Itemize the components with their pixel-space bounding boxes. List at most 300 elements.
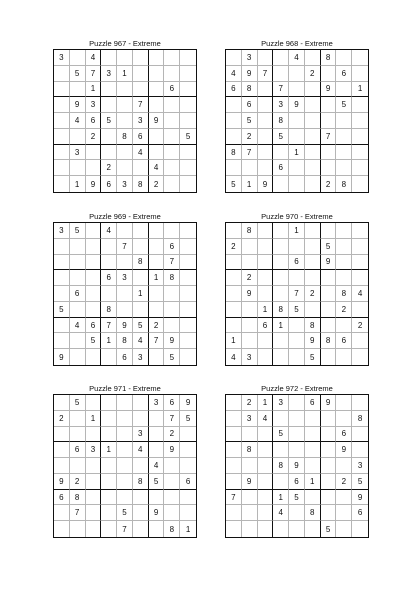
sudoku-cell: 9 [258, 176, 274, 192]
sudoku-cell [336, 411, 352, 427]
sudoku-cell [54, 66, 70, 82]
puzzle-title: Puzzle 970 - Extreme [261, 212, 333, 221]
sudoku-cell: 9 [305, 333, 321, 349]
sudoku-cell [54, 286, 70, 302]
sudoku-cell [242, 160, 258, 176]
sudoku-cell [305, 82, 321, 98]
sudoku-cell [101, 50, 117, 66]
sudoku-cell [86, 349, 102, 365]
sudoku-cell [321, 160, 337, 176]
sudoku-cell: 3 [242, 349, 258, 365]
sudoku-cell [321, 318, 337, 334]
sudoku-cell: 1 [149, 270, 165, 286]
sudoku-cell [289, 349, 305, 365]
sudoku-cell [289, 333, 305, 349]
sudoku-cell [226, 97, 242, 113]
sudoku-cell [133, 395, 149, 411]
sudoku-cell: 6 [101, 176, 117, 192]
sudoku-cell [305, 239, 321, 255]
sudoku-cell: 7 [226, 490, 242, 506]
sudoku-cell: 9 [242, 286, 258, 302]
sudoku-cell: 9 [149, 113, 165, 129]
sudoku-cell: 1 [352, 82, 368, 98]
puzzle-title: Puzzle 968 - Extreme [261, 39, 333, 48]
sudoku-cell: 2 [86, 129, 102, 145]
sudoku-cell: 7 [164, 255, 180, 271]
sudoku-cell [258, 50, 274, 66]
sudoku-cell [336, 255, 352, 271]
puzzle-title: Puzzle 972 - Extreme [261, 384, 333, 393]
sudoku-cell: 8 [242, 442, 258, 458]
sudoku-cell [180, 66, 196, 82]
sudoku-cell [70, 82, 86, 98]
sudoku-cell [273, 286, 289, 302]
sudoku-cell [70, 160, 86, 176]
sudoku-cell [336, 395, 352, 411]
sudoku-cell [70, 458, 86, 474]
sudoku-cell [258, 333, 274, 349]
sudoku-cell [164, 474, 180, 490]
sudoku-cell [149, 129, 165, 145]
sudoku-cell [149, 50, 165, 66]
sudoku-cell: 4 [86, 50, 102, 66]
sudoku-cell: 7 [149, 333, 165, 349]
sudoku-cell [321, 442, 337, 458]
sudoku-cell [164, 223, 180, 239]
puzzle-title: Puzzle 969 - Extreme [89, 212, 161, 221]
sudoku-cell [258, 474, 274, 490]
sudoku-cell: 2 [149, 176, 165, 192]
sudoku-cell [273, 50, 289, 66]
sudoku-cell [352, 176, 368, 192]
sudoku-cell [273, 270, 289, 286]
sudoku-cell: 8 [273, 458, 289, 474]
sudoku-cell [54, 333, 70, 349]
sudoku-cell [101, 129, 117, 145]
sudoku-puzzle [53, 38, 197, 193]
sudoku-cell: 3 [133, 349, 149, 365]
sudoku-cell [180, 239, 196, 255]
sudoku-cell [117, 490, 133, 506]
sudoku-cell [133, 490, 149, 506]
sudoku-cell [180, 505, 196, 521]
sudoku-cell [321, 286, 337, 302]
sudoku-cell [101, 82, 117, 98]
sudoku-cell: 4 [133, 145, 149, 161]
sudoku-cell [86, 395, 102, 411]
sudoku-grid [225, 222, 369, 366]
sudoku-cell [149, 66, 165, 82]
sudoku-cell: 6 [101, 270, 117, 286]
sudoku-cell: 9 [180, 395, 196, 411]
sudoku-grid [225, 394, 369, 538]
sudoku-cell: 7 [117, 521, 133, 537]
sudoku-cell [258, 427, 274, 443]
sudoku-cell: 8 [336, 286, 352, 302]
sudoku-cell [321, 411, 337, 427]
sudoku-cell [101, 255, 117, 271]
sudoku-cell: 8 [164, 270, 180, 286]
sudoku-cell: 1 [289, 223, 305, 239]
sudoku-cell: 1 [86, 411, 102, 427]
sudoku-cell: 2 [242, 129, 258, 145]
sudoku-cell [289, 82, 305, 98]
sudoku-cell [54, 395, 70, 411]
sudoku-cell [117, 395, 133, 411]
sudoku-cell [352, 270, 368, 286]
sudoku-cell [54, 82, 70, 98]
sudoku-cell: 5 [164, 349, 180, 365]
sudoku-cell [289, 270, 305, 286]
sudoku-cell [305, 521, 321, 537]
sudoku-cell [117, 255, 133, 271]
sudoku-cell: 1 [226, 333, 242, 349]
sudoku-cell [352, 113, 368, 129]
sudoku-cell: 2 [226, 239, 242, 255]
sudoku-cell: 5 [321, 239, 337, 255]
sudoku-cell [226, 286, 242, 302]
sudoku-cell: 5 [305, 349, 321, 365]
sudoku-cell [321, 97, 337, 113]
sudoku-cell: 6 [352, 505, 368, 521]
sudoku-cell [305, 50, 321, 66]
sudoku-cell [149, 302, 165, 318]
sudoku-cell: 8 [321, 50, 337, 66]
sudoku-cell: 8 [352, 411, 368, 427]
sudoku-cell: 4 [352, 286, 368, 302]
sudoku-cell [180, 302, 196, 318]
sudoku-cell [117, 458, 133, 474]
sudoku-cell: 6 [70, 442, 86, 458]
sudoku-cell [101, 239, 117, 255]
sudoku-cell [336, 521, 352, 537]
sudoku-cell: 9 [242, 66, 258, 82]
sudoku-cell [273, 333, 289, 349]
sudoku-cell [101, 458, 117, 474]
sudoku-cell [180, 223, 196, 239]
sudoku-cell: 3 [117, 270, 133, 286]
sudoku-cell [289, 66, 305, 82]
sudoku-cell [258, 160, 274, 176]
sudoku-cell [70, 129, 86, 145]
sudoku-cell [133, 458, 149, 474]
sudoku-cell: 5 [117, 505, 133, 521]
sudoku-cell [289, 318, 305, 334]
sudoku-cell: 1 [273, 490, 289, 506]
sudoku-cell [133, 50, 149, 66]
sudoku-cell [101, 286, 117, 302]
sudoku-cell: 4 [70, 318, 86, 334]
sudoku-cell [321, 302, 337, 318]
sudoku-cell [352, 223, 368, 239]
sudoku-cell [336, 160, 352, 176]
sudoku-cell [242, 318, 258, 334]
sudoku-cell [164, 160, 180, 176]
sudoku-cell [54, 113, 70, 129]
sudoku-cell: 4 [273, 505, 289, 521]
sudoku-cell [289, 160, 305, 176]
sudoku-cell [70, 411, 86, 427]
sudoku-cell [54, 255, 70, 271]
sudoku-cell [70, 270, 86, 286]
sudoku-cell [117, 223, 133, 239]
sudoku-cell: 6 [273, 160, 289, 176]
sudoku-cell [149, 97, 165, 113]
sudoku-cell [86, 458, 102, 474]
sudoku-cell [336, 458, 352, 474]
sudoku-cell [258, 113, 274, 129]
sudoku-cell [149, 82, 165, 98]
sudoku-cell [226, 395, 242, 411]
sudoku-cell [180, 270, 196, 286]
sudoku-cell [54, 270, 70, 286]
sudoku-cell [70, 427, 86, 443]
sudoku-cell [101, 474, 117, 490]
sudoku-cell [352, 333, 368, 349]
sudoku-cell: 3 [54, 50, 70, 66]
sudoku-cell: 9 [321, 82, 337, 98]
sudoku-cell: 8 [305, 318, 321, 334]
sudoku-cell: 2 [305, 286, 321, 302]
sudoku-cell [321, 349, 337, 365]
sudoku-cell [258, 145, 274, 161]
sudoku-cell [226, 270, 242, 286]
sudoku-cell [101, 411, 117, 427]
sudoku-cell [273, 474, 289, 490]
sudoku-cell: 3 [242, 50, 258, 66]
sudoku-cell [101, 521, 117, 537]
sudoku-cell [258, 223, 274, 239]
sudoku-cell: 5 [180, 129, 196, 145]
sudoku-cell [273, 411, 289, 427]
sudoku-cell [149, 286, 165, 302]
sudoku-cell [258, 442, 274, 458]
sudoku-cell [242, 239, 258, 255]
sudoku-cell [164, 129, 180, 145]
sudoku-cell: 1 [101, 442, 117, 458]
sudoku-cell: 7 [258, 66, 274, 82]
sudoku-cell [54, 427, 70, 443]
sudoku-cell [117, 97, 133, 113]
sudoku-cell [321, 270, 337, 286]
sudoku-cell [242, 427, 258, 443]
sudoku-cell [258, 82, 274, 98]
sudoku-cell: 5 [289, 490, 305, 506]
sudoku-cell: 6 [258, 318, 274, 334]
sudoku-cell [352, 97, 368, 113]
sudoku-cell: 5 [242, 113, 258, 129]
sudoku-cell [101, 427, 117, 443]
sudoku-cell [86, 160, 102, 176]
sudoku-cell: 5 [180, 411, 196, 427]
sudoku-cell [273, 521, 289, 537]
sudoku-cell [164, 97, 180, 113]
sudoku-cell: 9 [70, 97, 86, 113]
sudoku-cell [352, 66, 368, 82]
sudoku-cell [149, 521, 165, 537]
sudoku-cell [305, 160, 321, 176]
sudoku-cell: 3 [133, 113, 149, 129]
sudoku-cell [321, 113, 337, 129]
sudoku-cell: 8 [305, 505, 321, 521]
sudoku-cell [273, 66, 289, 82]
sudoku-cell [133, 223, 149, 239]
sudoku-cell [226, 458, 242, 474]
sudoku-cell: 9 [54, 349, 70, 365]
sudoku-cell [86, 255, 102, 271]
sudoku-cell [149, 255, 165, 271]
sudoku-cell: 6 [305, 395, 321, 411]
sudoku-cell: 1 [101, 333, 117, 349]
sudoku-cell [305, 176, 321, 192]
sudoku-cell [226, 302, 242, 318]
sudoku-cell [226, 113, 242, 129]
sudoku-cell: 7 [321, 129, 337, 145]
sudoku-cell [336, 239, 352, 255]
sudoku-cell [164, 318, 180, 334]
sudoku-cell: 4 [149, 458, 165, 474]
sudoku-cell [289, 521, 305, 537]
sudoku-cell [305, 427, 321, 443]
sudoku-cell [336, 270, 352, 286]
sudoku-cell [305, 113, 321, 129]
sudoku-cell: 3 [86, 442, 102, 458]
sudoku-cell [258, 129, 274, 145]
sudoku-cell [305, 458, 321, 474]
sudoku-cell [273, 255, 289, 271]
sudoku-cell [117, 113, 133, 129]
sudoku-cell [305, 270, 321, 286]
sudoku-grid [53, 49, 197, 193]
sudoku-cell [289, 411, 305, 427]
sudoku-cell [289, 427, 305, 443]
sudoku-cell [226, 521, 242, 537]
sudoku-cell [164, 113, 180, 129]
sudoku-cell [352, 160, 368, 176]
sudoku-cell: 3 [133, 427, 149, 443]
sudoku-cell: 4 [70, 113, 86, 129]
sudoku-cell [164, 302, 180, 318]
sudoku-cell [180, 145, 196, 161]
sudoku-cell: 9 [352, 490, 368, 506]
sudoku-cell: 3 [273, 97, 289, 113]
sudoku-cell [86, 286, 102, 302]
sudoku-cell [352, 302, 368, 318]
sudoku-cell [133, 82, 149, 98]
sudoku-cell [336, 145, 352, 161]
sudoku-cell [180, 255, 196, 271]
sudoku-cell [226, 160, 242, 176]
sudoku-cell: 1 [117, 66, 133, 82]
sudoku-cell: 4 [258, 411, 274, 427]
sudoku-cell [305, 490, 321, 506]
sudoku-cell [273, 223, 289, 239]
sudoku-cell: 6 [180, 474, 196, 490]
sudoku-cell: 8 [133, 176, 149, 192]
sudoku-cell: 5 [70, 223, 86, 239]
sudoku-cell: 7 [101, 318, 117, 334]
sudoku-cell: 6 [54, 490, 70, 506]
sudoku-puzzle [53, 383, 197, 538]
sudoku-cell: 8 [321, 333, 337, 349]
sudoku-cell [86, 490, 102, 506]
sudoku-cell [86, 239, 102, 255]
sudoku-cell: 2 [242, 270, 258, 286]
sudoku-cell [180, 286, 196, 302]
sudoku-cell [289, 239, 305, 255]
puzzle-title: Puzzle 967 - Extreme [89, 39, 161, 48]
sudoku-cell [226, 255, 242, 271]
sudoku-cell: 4 [133, 333, 149, 349]
sudoku-cell: 6 [164, 239, 180, 255]
sudoku-cell: 6 [70, 286, 86, 302]
sudoku-cell: 9 [242, 474, 258, 490]
sudoku-cell [305, 442, 321, 458]
sudoku-cell [242, 505, 258, 521]
sudoku-cell: 2 [336, 474, 352, 490]
sudoku-cell [133, 411, 149, 427]
sudoku-cell: 7 [289, 286, 305, 302]
sudoku-cell: 5 [149, 474, 165, 490]
sudoku-cell [352, 349, 368, 365]
sudoku-cell: 9 [149, 505, 165, 521]
sudoku-cell: 6 [117, 349, 133, 365]
sudoku-cell [321, 505, 337, 521]
sudoku-cell [54, 442, 70, 458]
sudoku-cell [180, 160, 196, 176]
sudoku-cell: 3 [54, 223, 70, 239]
sudoku-cell: 5 [321, 521, 337, 537]
sudoku-cell: 2 [101, 160, 117, 176]
sudoku-cell [321, 458, 337, 474]
sudoku-cell: 4 [149, 160, 165, 176]
sudoku-cell [117, 427, 133, 443]
sudoku-cell [164, 286, 180, 302]
sudoku-cell: 2 [164, 427, 180, 443]
sudoku-cell [149, 349, 165, 365]
sudoku-cell: 9 [321, 395, 337, 411]
sudoku-cell [101, 505, 117, 521]
sudoku-cell: 6 [164, 82, 180, 98]
sudoku-cell: 6 [164, 395, 180, 411]
sudoku-cell [352, 427, 368, 443]
sudoku-cell: 3 [101, 66, 117, 82]
sudoku-cell: 6 [86, 318, 102, 334]
sudoku-cell [242, 333, 258, 349]
sudoku-cell [54, 176, 70, 192]
sudoku-cell [258, 458, 274, 474]
sudoku-cell [180, 50, 196, 66]
sudoku-cell [336, 349, 352, 365]
sudoku-cell [258, 490, 274, 506]
sudoku-cell: 1 [258, 395, 274, 411]
sudoku-cell [258, 286, 274, 302]
sudoku-cell [180, 349, 196, 365]
sudoku-cell [352, 145, 368, 161]
sudoku-cell [101, 490, 117, 506]
sudoku-cell [86, 505, 102, 521]
sudoku-cell: 8 [133, 255, 149, 271]
sudoku-cell: 5 [70, 66, 86, 82]
sudoku-cell [70, 521, 86, 537]
sudoku-cell [70, 50, 86, 66]
sudoku-cell [54, 97, 70, 113]
sudoku-cell [289, 442, 305, 458]
sudoku-cell: 4 [101, 223, 117, 239]
sudoku-cell [273, 442, 289, 458]
sudoku-cell: 8 [133, 474, 149, 490]
sudoku-cell [352, 442, 368, 458]
